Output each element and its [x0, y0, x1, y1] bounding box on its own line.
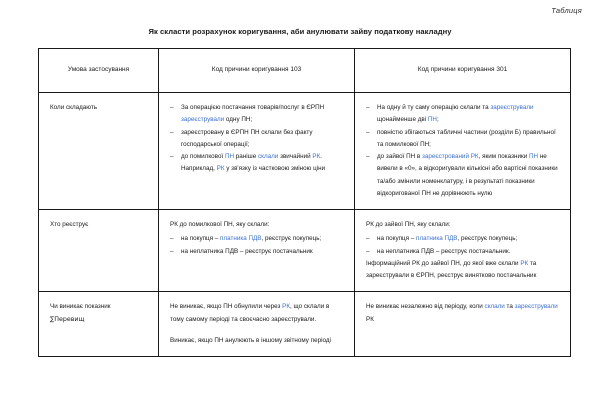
inline-text: раніше: [234, 153, 258, 161]
inline-text: на неплатника ПДВ – реєструє постачальник.: [377, 247, 511, 255]
inline-text: Виникає, якщо ПН анулюють в іншому звітному періоді: [170, 336, 331, 344]
inline-text: повністю збігаються табличні частини (розділи Б) правильної та помилкової ПН;: [377, 128, 556, 148]
comparison-table: [38, 48, 571, 357]
table-row: [39, 292, 571, 357]
dash-list: [366, 233, 560, 258]
inline-text: РК: [366, 315, 374, 323]
column-header-code-301: Код причини коригування 301: [355, 49, 571, 93]
list-item: [170, 102, 344, 127]
paragraph: [170, 301, 344, 326]
table-body: [39, 93, 571, 357]
table-caption: Таблиця: [551, 6, 582, 15]
lead-in-text: [170, 219, 344, 231]
cell-103-who-registers: [159, 210, 355, 292]
inline-text: Не виникає незалежно від періоду, коли: [366, 303, 485, 311]
inline-text: , реєструє покупець;: [457, 235, 518, 243]
inline-link[interactable]: зареєстрований РК: [422, 153, 479, 161]
list-item: [170, 246, 344, 258]
inline-text: ;: [436, 116, 439, 124]
row-label-who-registers: [39, 210, 159, 292]
inline-text: Інформаційний РК до зайвої ПН, до якої вже склали: [366, 259, 521, 267]
table-row: [39, 93, 571, 210]
dash-list: [170, 233, 344, 258]
list-item: [366, 233, 560, 245]
inline-link[interactable]: зареєстрували: [514, 303, 558, 311]
row-label-text-line1: Чи виникає показник: [50, 303, 111, 311]
row-label-text: Коли складають: [50, 104, 98, 111]
footer-text: [366, 258, 560, 283]
inline-link[interactable]: склали: [484, 303, 505, 311]
table-row: [39, 210, 571, 292]
inline-text: та: [504, 303, 515, 311]
inline-link[interactable]: РК: [282, 303, 291, 311]
column-header-code-103: Код причини коригування 103: [159, 49, 355, 93]
inline-link[interactable]: ПН: [224, 153, 235, 161]
inline-text: , що склали в тому самому періоді та своєчасно зареєстрували.: [170, 303, 330, 323]
inline-text: на покупця –: [377, 235, 417, 243]
inline-text: . Наприклад,: [181, 153, 323, 173]
inline-link[interactable]: РК: [312, 153, 321, 161]
inline-text: до зайвої ПН в: [377, 153, 423, 161]
inline-text: зареєстровану в ЄРПН ПН склали без факту господарської операції;: [181, 128, 313, 148]
inline-link[interactable]: зареєстрували: [181, 116, 225, 124]
inline-text: Не виникає, якщо ПН обнулили через: [170, 303, 283, 311]
inline-text: щонайменше дві: [377, 116, 428, 124]
inline-text: звичайний: [278, 153, 313, 161]
inline-text: не вивели в «0», а відкоригували кількісні або вартісні показники та/або змінили номенклатуру, і в результаті показники відкоригованої ПН не дорівнюють нулю: [377, 153, 558, 197]
inline-link[interactable]: РК: [216, 165, 225, 173]
inline-text: у зв'язку із частковою зміною ціни: [224, 165, 326, 173]
list-item: [366, 102, 560, 127]
cell-103-when-composed: [159, 93, 355, 210]
row-label-text-line2: ∑Перевищ: [50, 315, 85, 323]
inline-link[interactable]: ПН: [529, 153, 539, 161]
inline-link[interactable]: зареєстрували: [490, 104, 534, 111]
dash-list: [366, 102, 560, 200]
inline-link[interactable]: РК: [520, 259, 529, 267]
list-item: [366, 151, 560, 200]
row-label-when-composed: [39, 93, 159, 210]
paragraph: [170, 335, 344, 347]
list-item: [170, 233, 344, 245]
list-item: [366, 246, 560, 258]
lead-in-text: [366, 219, 560, 231]
cell-301-excess-indicator: [355, 292, 571, 357]
inline-text: на покупця –: [181, 235, 221, 243]
inline-link[interactable]: склали: [257, 153, 279, 161]
paragraph: [366, 301, 560, 326]
inline-text: до помилкової: [181, 153, 225, 161]
inline-text: , яким показники: [478, 153, 529, 161]
inline-text: На одну й ту саму операцію склали та: [377, 104, 491, 111]
inline-text: на неплатника ПДВ – реєструє постачальник: [181, 247, 313, 255]
inline-text: та зареєстрували в ЄРПН, реєструє винятково постачальник: [366, 259, 537, 280]
dash-list: [170, 102, 344, 176]
list-item: [170, 151, 344, 176]
inline-text: одну ПН;: [224, 116, 253, 124]
row-label-text: Хто реєструє: [50, 221, 89, 229]
inline-text: РК до помилкової ПН, яку склали:: [170, 221, 270, 229]
inline-text: За операцією постачання товарів/послуг в ЄРПН: [181, 104, 325, 111]
inline-link[interactable]: ПН: [427, 116, 437, 124]
table-header: [39, 49, 571, 93]
page-title: Як скласти розрахунок коригування, аби анулювати зайву податкову накладну: [148, 27, 452, 36]
cell-301-who-registers: [355, 210, 571, 292]
row-label-excess-indicator: [39, 292, 159, 357]
inline-text: , реєструє покупець;: [261, 235, 322, 243]
inline-link[interactable]: платника ПДВ: [416, 235, 458, 243]
column-header-condition: Умова застосування: [39, 49, 159, 93]
list-item: [366, 127, 560, 152]
cell-103-excess-indicator: [159, 292, 355, 357]
table-header-row: [39, 49, 571, 93]
cell-301-when-composed: [355, 93, 571, 210]
list-item: [170, 127, 344, 152]
inline-link[interactable]: платника ПДВ: [220, 235, 262, 243]
inline-text: РК до зайвої ПН, яку склали:: [366, 221, 451, 229]
